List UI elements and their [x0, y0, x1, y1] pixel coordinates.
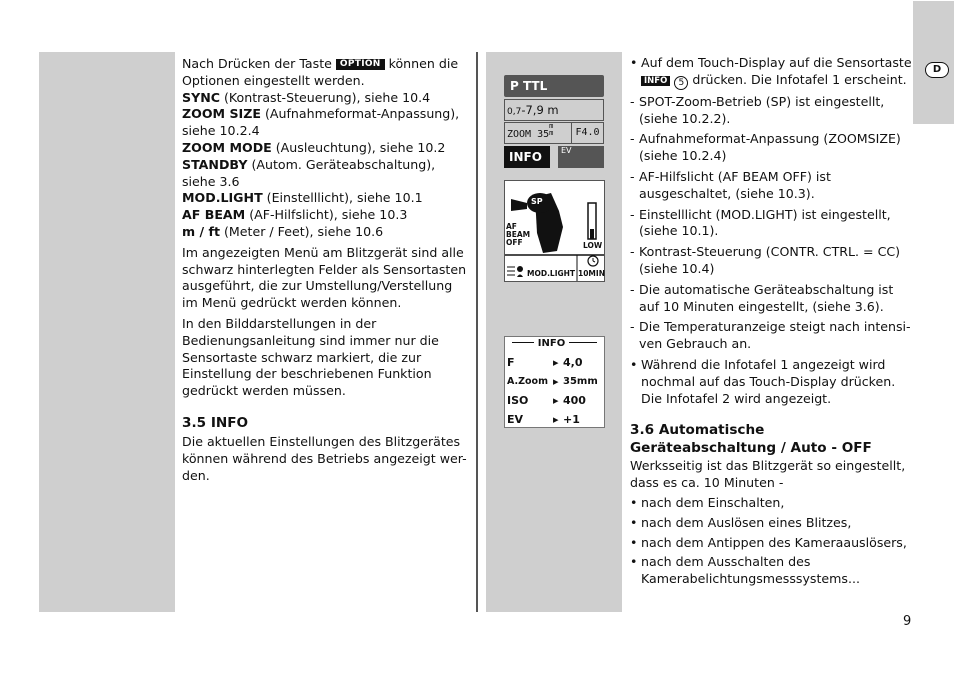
- info-row: F ▸ 4,0: [507, 356, 583, 369]
- dash-item: - Die automatische Geräteabschaltung ist auf 10 Minuten eingestellt, (siehe 3.6).: [630, 282, 915, 316]
- range-field: 0,7-7,9 m: [504, 99, 604, 121]
- option-list-item: m / ft (Meter / Feet), siehe 10.6: [182, 223, 384, 239]
- info-table: [507, 353, 599, 429]
- column-1: [182, 56, 467, 484]
- bullet-info-2: • Während die Infotafel 1 angezeigt wird nochmal auf das Touch-Display drücken. Die Infotafel 2 wird angezeigt.: [630, 357, 915, 407]
- mode-button: P TTL: [504, 75, 604, 97]
- info-row: A.Zoom ▸ 35mm: [507, 375, 598, 388]
- dash-item: - SPOT-Zoom-Betrieb (SP) ist eingestellt, (siehe 10.2.2).: [630, 94, 915, 128]
- option-list-item: AF BEAM (AF-Hilfslicht), siehe 10.3: [182, 207, 408, 223]
- left-margin-panel: [39, 52, 175, 612]
- bullet-auto-off: • nach dem Ausschalten des Kamerabelichtungsmesssystems...: [630, 554, 915, 588]
- spot-zoom-label: SP: [531, 197, 543, 206]
- option-badge: OPTION: [336, 59, 385, 70]
- paragraph-illustrations: In den Bilddarstellungen in der Bedienungsanleitung sind immer nur die Sensortaste schwarz markiert, die zur Einstellung der beschriebenen Funktion gedrückt werden müssen.: [182, 315, 439, 399]
- option-list-item: SYNC (Kontrast-Steuerung), siehe 10.4: [182, 89, 431, 105]
- bullet-auto-off: • nach dem Auslösen eines Blitzes,: [630, 515, 915, 532]
- page-number: 9: [903, 614, 912, 629]
- circled-number: 5: [674, 76, 688, 90]
- info-button[interactable]: INFO: [504, 146, 550, 168]
- flash-display-info: [504, 336, 605, 428]
- bullet-auto-off: • nach dem Einschalten,: [630, 495, 915, 512]
- info-row: ISO ▸ 400: [507, 394, 586, 407]
- dash-item: - Aufnahmeformat-Anpassung (ZOOMSIZE) (siehe 10.2.4): [630, 131, 915, 165]
- dash-item: - Die Temperaturanzeige steigt nach intensi-ven Gebrauch an.: [630, 319, 915, 353]
- paragraph-touch-fields: Im angezeigten Menü am Blitzgerät sind alle schwarz hinterlegten Felder als Sensortasten ausgeführt, die zur Umstellung/Verstellung im Menü gedrückt werden können.: [182, 244, 467, 311]
- option-list-item: MOD.LIGHT (Einstelllicht), siehe 10.1: [182, 190, 423, 206]
- ev-button[interactable]: EV: [558, 146, 604, 168]
- option-intro: Nach Drücken der Taste OPTION können die Optionen eingestellt werden.: [182, 56, 459, 88]
- info-panel-title: INFO: [505, 337, 604, 351]
- dash-item: - Einstelllicht (MOD.LIGHT) ist eingestellt, (siehe 10.1).: [630, 207, 915, 241]
- dash-item: - AF-Hilfslicht (AF BEAM OFF) ist ausgeschaltet, (siehe 10.3).: [630, 169, 915, 203]
- option-list-item: ZOOM SIZE (Aufnahmeformat-Anpassung), siehe 10.2.4: [182, 106, 460, 139]
- bullet-info-step: • Auf dem Touch-Display auf die Sensortaste INFO 5 drücken. Die Infotafel 1 erscheint.: [630, 55, 915, 90]
- info-badge: INFO: [641, 76, 670, 86]
- aperture-field: F4.0: [572, 122, 604, 144]
- heading-3-6: 3.6 Automatische Geräteabschaltung / Auto - OFF: [630, 422, 872, 457]
- bullet-auto-off: • nach dem Antippen des Kameraauslösers,: [630, 535, 915, 552]
- paragraph-info: Die aktuellen Einstellungen des Blitzgerätes können während des Betriebs angezeigt wer-den.: [182, 433, 467, 483]
- timer-label: 10MIN: [578, 269, 605, 278]
- modlight-label: MOD.LIGHT: [527, 269, 576, 278]
- af-beam-label: AF BEAM OFF: [506, 222, 531, 247]
- info-row: EV ▸ +1: [507, 413, 580, 426]
- option-list-item: ZOOM MODE (Ausleuchtung), siehe 10.2: [182, 139, 446, 155]
- column-divider: [476, 52, 478, 612]
- temperature-low-label: LOW: [583, 241, 603, 250]
- side-tab-badge: D: [925, 62, 949, 78]
- heading-3-5: 3.5 INFO: [182, 414, 249, 431]
- column-2: [630, 55, 915, 588]
- option-list-item: STANDBY (Autom. Geräteabschaltung), siehe 3.6: [182, 156, 436, 189]
- zoom-field: ZOOM 35m m: [504, 122, 572, 144]
- paragraph-auto-off: Werksseitig ist das Blitzgerät so eingestellt, dass es ca. 10 Minuten -: [630, 458, 906, 491]
- dash-item: - Kontrast-Steuerung (CONTR. CTRL. = CC) (siehe 10.4): [630, 244, 915, 278]
- flash-display-status: [504, 180, 605, 282]
- flash-display-main: [504, 75, 604, 167]
